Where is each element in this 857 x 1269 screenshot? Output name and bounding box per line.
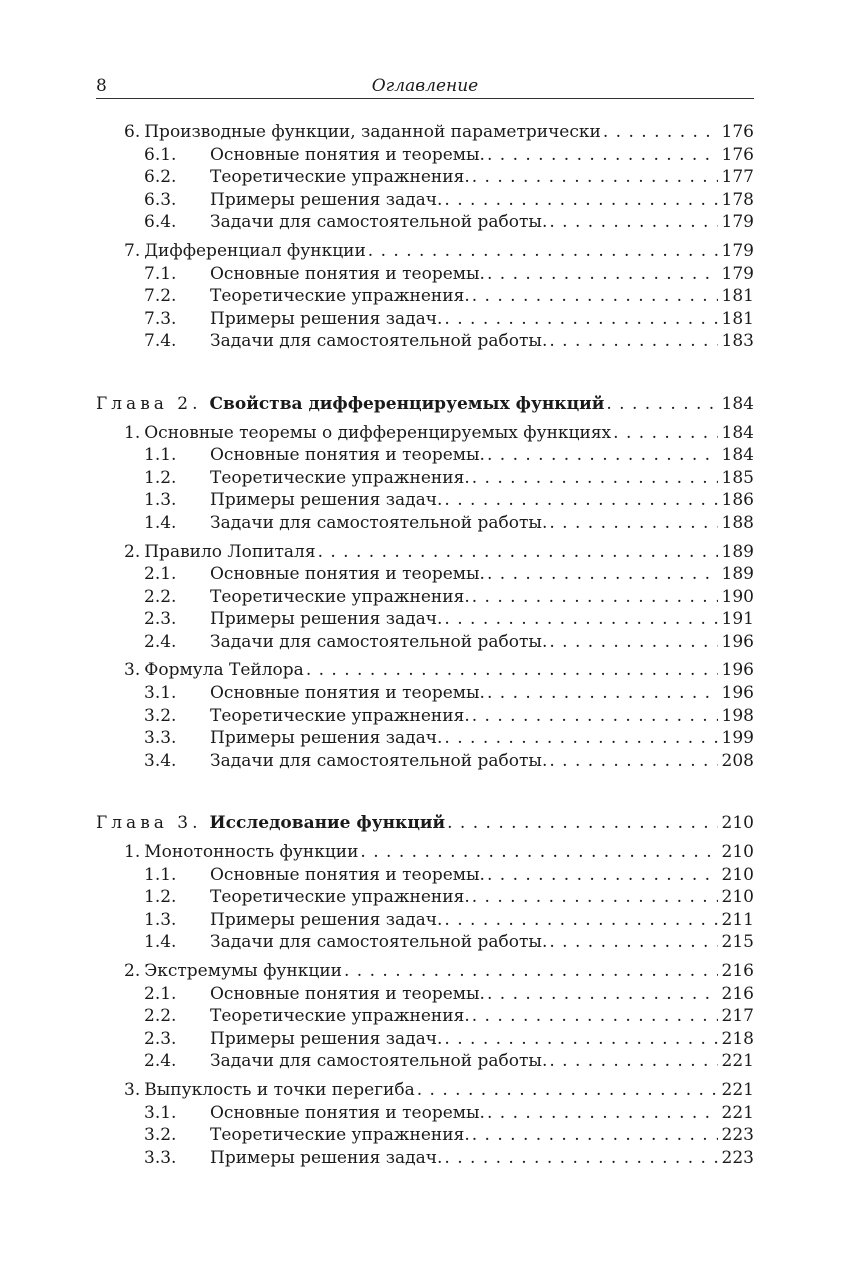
subsection-entry[interactable] bbox=[96, 931, 754, 954]
subsection-entry[interactable] bbox=[96, 285, 754, 308]
subsection-entry-number: 6.3. bbox=[144, 189, 177, 210]
dot-leader bbox=[549, 1050, 717, 1073]
chapter-title: Свойства дифференцируемых функций bbox=[209, 393, 605, 414]
chapter-label: Глава 3. bbox=[96, 813, 202, 834]
subsection-entry[interactable] bbox=[96, 1005, 754, 1028]
page-ref: 210 bbox=[721, 887, 754, 908]
dot-leader bbox=[487, 144, 718, 167]
dot-leader bbox=[447, 812, 717, 835]
subsection-entry-title: Задачи для самостоятельной работы. bbox=[210, 631, 548, 652]
subsection-entry[interactable] bbox=[96, 1028, 754, 1051]
subsection-entry-title: Основные понятия и теоремы. bbox=[210, 864, 485, 885]
subsection-entry-number: 1.4. bbox=[144, 932, 177, 953]
chapter-title: Исследование функций bbox=[209, 813, 446, 834]
page-ref: 210 bbox=[721, 842, 754, 863]
page-ref: 176 bbox=[721, 122, 754, 142]
toc-block bbox=[96, 812, 754, 1169]
subsection-entry[interactable] bbox=[96, 563, 754, 586]
subsection-entry[interactable] bbox=[96, 631, 754, 654]
dot-leader bbox=[444, 909, 717, 932]
section-entry-title: Производные функции, заданной параметрически bbox=[144, 122, 601, 142]
dot-leader bbox=[487, 864, 718, 887]
subsection-entry[interactable] bbox=[96, 586, 754, 609]
chapter-entry[interactable] bbox=[96, 393, 754, 416]
dot-leader bbox=[487, 1102, 718, 1125]
page-ref: 177 bbox=[721, 167, 754, 188]
section-entry[interactable] bbox=[96, 841, 754, 864]
subsection-entry[interactable] bbox=[96, 1147, 754, 1170]
section-group bbox=[96, 121, 754, 234]
section-entry-number: 7. bbox=[124, 240, 141, 261]
subsection-entry-number: 2.4. bbox=[144, 631, 177, 652]
section-entry[interactable] bbox=[96, 960, 754, 983]
running-title: Оглавление bbox=[371, 76, 479, 96]
dot-leader bbox=[444, 1147, 717, 1170]
section-entry-title: Формула Тейлора bbox=[144, 660, 304, 681]
page-ref: 210 bbox=[721, 813, 754, 834]
dot-leader bbox=[472, 1005, 718, 1028]
subsection-entry-title: Теоретические упражнения. bbox=[210, 167, 470, 188]
dot-leader bbox=[368, 240, 718, 263]
page-ref: 221 bbox=[721, 1102, 754, 1123]
page-ref: 181 bbox=[721, 308, 754, 329]
subsection-entry[interactable] bbox=[96, 727, 754, 750]
subsection-entry-title: Теоретические упражнения. bbox=[210, 467, 470, 488]
section-entry-title: Выпуклость и точки перегиба bbox=[144, 1079, 415, 1100]
subsection-entry[interactable] bbox=[96, 444, 754, 467]
section-group bbox=[96, 541, 754, 654]
subsection-entry[interactable] bbox=[96, 308, 754, 331]
subsection-entry[interactable] bbox=[96, 682, 754, 705]
subsection-entry-title: Основные понятия и теоремы. bbox=[210, 683, 485, 704]
subsection-entry-title: Основные понятия и теоремы. bbox=[210, 564, 485, 585]
subsection-entry[interactable] bbox=[96, 705, 754, 728]
subsection-entry-number: 3.2. bbox=[144, 1125, 177, 1146]
page-ref: 181 bbox=[721, 286, 754, 307]
dot-leader bbox=[487, 983, 718, 1006]
page-ref: 179 bbox=[721, 212, 754, 233]
subsection-entry-title: Задачи для самостоятельной работы. bbox=[210, 932, 548, 953]
section-entry-title: Монотонность функции bbox=[144, 842, 359, 863]
subsection-entry-number: 1.3. bbox=[144, 909, 177, 930]
page-ref: 184 bbox=[721, 393, 754, 414]
section-entry-number: 3. bbox=[124, 1079, 141, 1100]
page-ref: 196 bbox=[721, 631, 754, 652]
subsection-entry-title: Задачи для самостоятельной работы. bbox=[210, 212, 548, 233]
subsection-entry-number: 1.1. bbox=[144, 445, 177, 466]
subsection-entry-number: 6.4. bbox=[144, 212, 177, 233]
dot-leader bbox=[487, 682, 718, 705]
page-ref: 215 bbox=[721, 932, 754, 953]
table-of-contents bbox=[96, 121, 754, 1173]
dot-leader bbox=[487, 563, 718, 586]
page-ref: 189 bbox=[721, 564, 754, 585]
section-entry[interactable] bbox=[96, 1079, 754, 1102]
dot-leader bbox=[487, 263, 718, 286]
page-ref: 179 bbox=[721, 263, 754, 284]
subsection-entry-number: 1.2. bbox=[144, 887, 177, 908]
section-group bbox=[96, 960, 754, 1073]
subsection-entry-number: 2.1. bbox=[144, 564, 177, 585]
subsection-entry-number: 2.1. bbox=[144, 983, 177, 1004]
subsection-entry-number: 1.3. bbox=[144, 490, 177, 511]
dot-leader bbox=[472, 886, 718, 909]
subsection-entry[interactable] bbox=[96, 489, 754, 512]
subsection-entry-number: 6.1. bbox=[144, 144, 177, 165]
chapter-entry[interactable] bbox=[96, 812, 754, 835]
subsection-entry[interactable] bbox=[96, 750, 754, 773]
subsection-entry-title: Основные понятия и теоремы. bbox=[210, 263, 485, 284]
subsection-entry-number: 1.4. bbox=[144, 512, 177, 533]
page-ref: 216 bbox=[721, 983, 754, 1004]
dot-leader bbox=[613, 422, 717, 445]
subsection-entry-number: 3.4. bbox=[144, 750, 177, 771]
subsection-entry[interactable] bbox=[96, 608, 754, 631]
subsection-entry-title: Задачи для самостоятельной работы. bbox=[210, 512, 548, 533]
subsection-entry-number: 2.4. bbox=[144, 1051, 177, 1072]
subsection-entry-number: 7.2. bbox=[144, 286, 177, 307]
subsection-entry-number: 2.3. bbox=[144, 1028, 177, 1049]
section-group bbox=[96, 841, 754, 954]
section-entry[interactable] bbox=[96, 121, 754, 144]
subsection-entry[interactable] bbox=[96, 983, 754, 1006]
subsection-entry-title: Теоретические упражнения. bbox=[210, 1006, 470, 1027]
subsection-entry-number: 2.2. bbox=[144, 586, 177, 607]
subsection-entry[interactable] bbox=[96, 1102, 754, 1125]
dot-leader bbox=[472, 705, 718, 728]
subsection-entry-number: 3.3. bbox=[144, 1147, 177, 1168]
subsection-entry-number: 2.2. bbox=[144, 1006, 177, 1027]
page-ref: 221 bbox=[721, 1051, 754, 1072]
dot-leader bbox=[417, 1079, 718, 1102]
subsection-entry-title: Примеры решения задач. bbox=[210, 189, 443, 210]
section-entry-title: Основные теоремы о дифференцируемых функциях bbox=[144, 422, 612, 443]
dot-leader bbox=[306, 659, 718, 682]
dot-leader bbox=[344, 960, 718, 983]
page-ref: 184 bbox=[721, 422, 754, 443]
dot-leader bbox=[472, 285, 718, 308]
subsection-entry[interactable] bbox=[96, 330, 754, 353]
subsection-entry-title: Примеры решения задач. bbox=[210, 1028, 443, 1049]
dot-leader bbox=[472, 467, 718, 490]
subsection-entry[interactable] bbox=[96, 512, 754, 535]
section-entry[interactable] bbox=[96, 240, 754, 263]
subsection-entry[interactable] bbox=[96, 263, 754, 286]
dot-leader bbox=[606, 393, 717, 416]
subsection-entry-number: 1.2. bbox=[144, 467, 177, 488]
subsection-entry-title: Примеры решения задач. bbox=[210, 728, 443, 749]
subsection-entry-title: Основные понятия и теоремы. bbox=[210, 144, 485, 165]
page-ref: 184 bbox=[721, 445, 754, 466]
section-entry-title: Правило Лопиталя bbox=[144, 541, 316, 562]
subsection-entry-title: Теоретические упражнения. bbox=[210, 586, 470, 607]
dot-leader bbox=[472, 1124, 718, 1147]
page-ref: 210 bbox=[721, 864, 754, 885]
subsection-entry[interactable] bbox=[96, 467, 754, 490]
page-ref: 186 bbox=[721, 490, 754, 511]
subsection-entry-title: Основные понятия и теоремы. bbox=[210, 1102, 485, 1123]
page-ref: 178 bbox=[721, 189, 754, 210]
dot-leader bbox=[444, 308, 717, 331]
dot-leader bbox=[444, 1028, 717, 1051]
section-group bbox=[96, 422, 754, 535]
subsection-entry[interactable] bbox=[96, 1124, 754, 1147]
page-ref: 223 bbox=[721, 1147, 754, 1168]
toc-block bbox=[96, 121, 754, 353]
subsection-entry-title: Теоретические упражнения. bbox=[210, 887, 470, 908]
subsection-entry-title: Задачи для самостоятельной работы. bbox=[210, 331, 548, 352]
subsection-entry-number: 3.1. bbox=[144, 683, 177, 704]
section-entry-number: 1. bbox=[124, 842, 141, 863]
page-ref: 183 bbox=[721, 331, 754, 352]
dot-leader bbox=[360, 841, 717, 864]
section-entry-title: Дифференциал функции bbox=[144, 240, 366, 261]
subsection-entry-title: Основные понятия и теоремы. bbox=[210, 983, 485, 1004]
dot-leader bbox=[318, 541, 718, 564]
subsection-entry[interactable] bbox=[96, 864, 754, 887]
subsection-entry-title: Примеры решения задач. bbox=[210, 1147, 443, 1168]
subsection-entry[interactable] bbox=[96, 211, 754, 234]
subsection-entry-title: Задачи для самостоятельной работы. bbox=[210, 1051, 548, 1072]
page-ref: 198 bbox=[721, 705, 754, 726]
section-entry-number: 2. bbox=[124, 961, 141, 981]
dot-leader bbox=[549, 512, 717, 535]
page-ref: 188 bbox=[721, 512, 754, 533]
subsection-entry-number: 3.1. bbox=[144, 1102, 177, 1123]
dot-leader bbox=[603, 121, 718, 144]
page-ref: 196 bbox=[721, 683, 754, 704]
subsection-entry[interactable] bbox=[96, 189, 754, 212]
running-header bbox=[96, 76, 754, 99]
section-entry-number: 3. bbox=[124, 660, 141, 681]
section-group bbox=[96, 240, 754, 353]
dot-leader bbox=[444, 189, 717, 212]
subsection-entry-number: 3.3. bbox=[144, 728, 177, 749]
subsection-entry-number: 7.3. bbox=[144, 308, 177, 329]
subsection-entry-title: Задачи для самостоятельной работы. bbox=[210, 750, 548, 771]
dot-leader bbox=[472, 586, 718, 609]
subsection-entry-title: Теоретические упражнения. bbox=[210, 705, 470, 726]
page-ref: 218 bbox=[721, 1028, 754, 1049]
dot-leader bbox=[444, 727, 717, 750]
dot-leader bbox=[487, 444, 718, 467]
subsection-entry-number: 3.2. bbox=[144, 705, 177, 726]
page-ref: 189 bbox=[721, 541, 754, 562]
dot-leader bbox=[549, 931, 717, 954]
section-group bbox=[96, 659, 754, 772]
dot-leader bbox=[549, 750, 717, 773]
page-ref: 221 bbox=[721, 1079, 754, 1100]
subsection-entry-title: Примеры решения задач. bbox=[210, 909, 443, 930]
page-ref: 185 bbox=[721, 467, 754, 488]
section-entry-number: 2. bbox=[124, 541, 141, 562]
subsection-entry[interactable] bbox=[96, 1050, 754, 1073]
section-entry[interactable] bbox=[96, 541, 754, 564]
section-group bbox=[96, 1079, 754, 1169]
subsection-entry-title: Примеры решения задач. bbox=[210, 308, 443, 329]
dot-leader bbox=[472, 166, 718, 189]
subsection-entry-number: 7.1. bbox=[144, 263, 177, 284]
subsection-entry-number: 6.2. bbox=[144, 167, 177, 188]
subsection-entry[interactable] bbox=[96, 886, 754, 909]
page-number: 8 bbox=[96, 76, 107, 96]
subsection-entry[interactable] bbox=[96, 144, 754, 167]
page-ref: 217 bbox=[721, 1006, 754, 1027]
subsection-entry-title: Теоретические упражнения. bbox=[210, 286, 470, 307]
section-entry-number: 1. bbox=[124, 422, 141, 443]
subsection-entry-number: 1.1. bbox=[144, 864, 177, 885]
subsection-entry-number: 2.3. bbox=[144, 609, 177, 630]
subsection-entry-title: Примеры решения задач. bbox=[210, 490, 443, 511]
subsection-entry-title: Примеры решения задач. bbox=[210, 609, 443, 630]
section-entry[interactable] bbox=[96, 422, 754, 445]
page-ref: 216 bbox=[721, 961, 754, 981]
page-ref: 190 bbox=[721, 586, 754, 607]
page-ref: 196 bbox=[721, 660, 754, 681]
section-entry-number: 6. bbox=[124, 122, 141, 142]
chapter-label: Глава 2. bbox=[96, 393, 202, 414]
dot-leader bbox=[549, 631, 717, 654]
dot-leader bbox=[549, 330, 717, 353]
page-ref: 179 bbox=[721, 240, 754, 261]
subsection-entry[interactable] bbox=[96, 909, 754, 932]
page-ref: 199 bbox=[721, 728, 754, 749]
dot-leader bbox=[444, 489, 717, 512]
page-ref: 211 bbox=[721, 909, 754, 930]
subsection-entry-number: 7.4. bbox=[144, 331, 177, 352]
section-entry[interactable] bbox=[96, 659, 754, 682]
dot-leader bbox=[444, 608, 717, 631]
subsection-entry-title: Основные понятия и теоремы. bbox=[210, 445, 485, 466]
page-ref: 223 bbox=[721, 1125, 754, 1146]
page-ref: 176 bbox=[721, 144, 754, 165]
subsection-entry-title: Теоретические упражнения. bbox=[210, 1125, 470, 1146]
section-entry-title: Экстремумы функции bbox=[144, 961, 342, 981]
toc-block bbox=[96, 393, 754, 773]
page-ref: 191 bbox=[721, 609, 754, 630]
dot-leader bbox=[549, 211, 717, 234]
subsection-entry[interactable] bbox=[96, 166, 754, 189]
page-ref: 208 bbox=[721, 750, 754, 771]
